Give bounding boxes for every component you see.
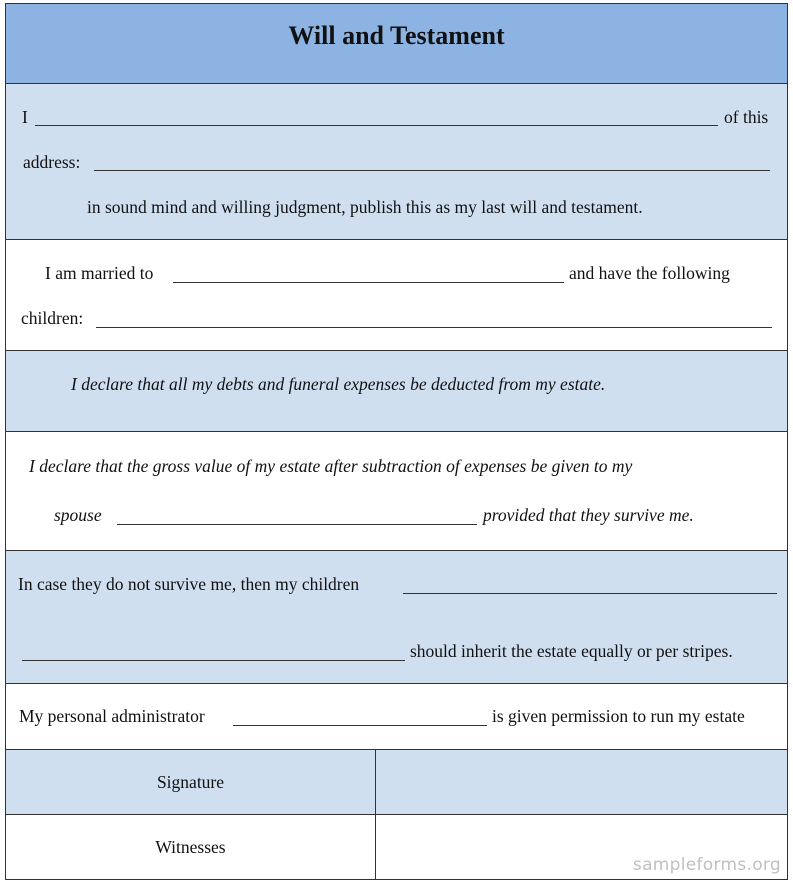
form-header [6,4,787,84]
children-inherit-section [6,550,787,684]
witnesses-divider [375,815,376,879]
signature-row [6,749,787,815]
spouse-beneficiary-field[interactable] [117,524,477,525]
children-inherit-text: In case they do not survive me, then my children [18,574,360,594]
children-label: children: [21,308,84,328]
children-names-field-2[interactable] [22,660,405,661]
spouse-label: spouse [54,505,102,525]
watermark: sampleforms.org [632,855,781,875]
form-title: Will and Testament [288,21,505,50]
family-section [6,239,787,351]
married-suffix: and have the following [569,263,730,283]
will-form [5,3,788,880]
testament-closing: in sound mind and willing judgment, publish this as my last will and testament. [87,197,643,217]
inherit-suffix: should inherit the estate equally or per stripes. [410,641,733,661]
debts-text: I declare that all my debts and funeral expenses be deducted from my estate. [71,374,606,394]
address-field[interactable] [94,170,770,171]
spouse-suffix: provided that they survive me. [483,505,694,525]
admin-label: My personal administrator [19,706,205,726]
married-label: I am married to [45,263,154,283]
estate-section [6,431,787,551]
administrator-section [6,683,787,750]
testator-name-field[interactable] [35,125,718,126]
debts-section [6,350,787,432]
admin-suffix: is given permission to run my estate [492,706,745,726]
children-field[interactable] [96,327,772,328]
administrator-field[interactable] [233,725,487,726]
estate-text: I declare that the gross value of my estate after subtraction of expenses be given to my [29,456,633,476]
signature-divider [375,750,376,815]
witnesses-label: Witnesses [155,837,226,857]
signature-label: Signature [156,772,225,792]
testator-section [6,83,787,240]
children-names-field[interactable] [403,593,777,594]
testator-suffix: of this [724,107,769,127]
testator-prefix: I [22,107,28,127]
spouse-name-field[interactable] [173,282,564,283]
address-label: address: [23,152,81,172]
